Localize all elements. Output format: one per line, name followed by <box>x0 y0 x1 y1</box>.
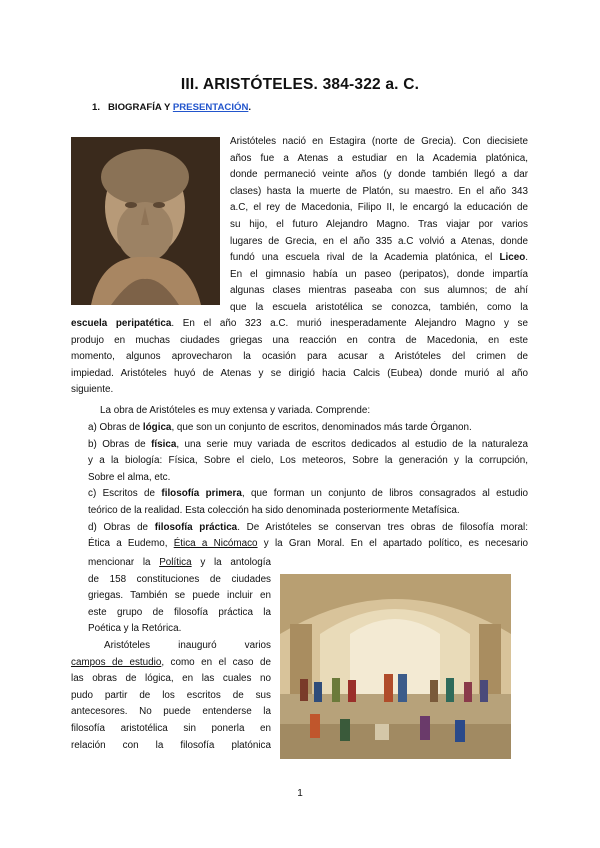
section-number: 1. <box>92 102 101 113</box>
bio-line: impiedad. Aristóteles huyó de Atenas y se dirigió hacia Calcis (Eubea) donde murió al año <box>71 367 528 379</box>
bio-line: siguiente. <box>71 384 114 396</box>
works-item-practical: d) Obras de filosofía práctica. De Aristóteles se conservan tres obras de filosofía moral: <box>88 521 528 533</box>
school-of-athens-image <box>280 574 511 759</box>
bio-continuation <box>71 316 528 399</box>
bio-line: años fue a Atenas a estudiar en la Academia platónica, <box>230 152 528 164</box>
left-line: este grupo de filosofía práctica la <box>88 606 271 618</box>
bio-line: produjo en muchas ciudades griegas una reacción en contra de Macedonia, en este <box>71 334 528 346</box>
left-line: Poética y la Retórica. <box>88 623 182 635</box>
liceo-term: Liceo <box>499 252 526 264</box>
aristotle-bust-image <box>71 137 220 305</box>
works-item-first-philosophy: c) Escritos de filosofía primera, que forman un conjunto de libros consagrados al estudio <box>88 488 528 500</box>
section-label: BIOGRAFÍA Y <box>108 102 173 113</box>
fields-paragraph <box>71 638 271 754</box>
left-line: campos de estudio, como en el caso de <box>71 656 271 668</box>
works-item-physics-cont: y a la biología: Física, Sobre el cielo, Los meteoros, Sobre la generación y la corrupción, <box>88 455 528 467</box>
bio-line: algunas clases mientras paseaba con sus alumnos; de ahí <box>230 285 528 297</box>
bio-line: clases) hasta la muerte de Platón, su maestro. En el año 343 <box>230 185 528 197</box>
peripatetic-term: escuela peripatética <box>71 318 172 329</box>
bio-line: Aristóteles nació en Estagira (norte de Grecia). Con diecisiete <box>230 136 528 147</box>
left-line: relación con la filosofía platónica <box>71 739 271 751</box>
bio-line: donde permaneció veinte años (y donde también llegó a dar <box>230 169 528 181</box>
works-intro <box>88 403 528 420</box>
bio-line: En el gimnasio había un paseo (peripatos), donde impartía <box>230 268 528 280</box>
works-item-physics-cont: Sobre el alma, etc. <box>88 471 171 483</box>
left-line: mencionar la Política y la antología <box>88 557 271 568</box>
works-item-physics: b) Obras de física, una serie muy variada de escritos dedicados al estudio de la naturaleza <box>88 438 528 450</box>
bio-paragraph <box>230 134 528 317</box>
works-item-practical-cont: Ética a Eudemo, Ética a Nicómaco y la Gran Moral. En el apartado político, es necesario <box>88 538 528 550</box>
page-title: III. ARISTÓTELES. 384-322 a. C. <box>180 76 420 93</box>
page-number: 1 <box>297 788 303 799</box>
left-line: filosofía aristotélica sin ponerla en <box>71 722 271 734</box>
presentation-link[interactable]: PRESENTACIÓN <box>172 102 249 113</box>
bio-line: escuela peripatética. En el año 323 a.C. murió inesperadamente Alejandro Magno y se <box>71 318 528 329</box>
bio-line: a.C, el rey de Macedonia, Filipo II, le encargó la educación de <box>230 202 528 214</box>
bust-illustration <box>71 137 220 305</box>
section-end: . <box>248 102 252 113</box>
liceo-intro: fundó una escuela rival de la Academia platónica, el <box>230 252 500 264</box>
works-intro-line: La obra de Aristóteles es muy extensa y variada. Comprende: <box>100 405 371 416</box>
politics-paragraph <box>88 555 271 638</box>
works-item-logic: a) Obras de lógica, que son un conjunto de escritos, denominados más tarde Órganon. <box>88 422 472 433</box>
works-list <box>88 420 528 553</box>
left-line: antecesores. No puede entenderse la <box>71 706 271 718</box>
bio-line: lugares de Grecia, en el año 335 a.C volvió a Atenas, donde <box>230 235 528 247</box>
left-line: Aristóteles inauguró varios <box>104 640 271 651</box>
bio-line: que la escuela aristotélica se conozca, también, como la <box>230 301 528 313</box>
bio-line: su hijo, el futuro Alejandro Magno. Tras viajar por varios <box>230 218 528 230</box>
left-line: pudo partir de los escritos de sus <box>71 689 271 701</box>
left-line: las obras de lógica, en las cuales no <box>71 673 271 685</box>
bio-line: momento, algunos aprovecharon la ocasión para acusar a Aristóteles del crimen de <box>71 351 528 363</box>
bio-line: fundó una escuela rival de la Academia platónica, el Liceo. <box>230 252 528 264</box>
fresco-illustration <box>280 574 511 759</box>
left-line: de 158 constituciones de ciudades <box>88 573 271 585</box>
section-heading <box>92 102 251 113</box>
works-item-first-philosophy-cont: teórico de la realidad. Esta colección ha sido denominada posteriormente Metafísica. <box>88 504 460 516</box>
left-line: griegas. También se puede incluir en <box>88 590 271 602</box>
